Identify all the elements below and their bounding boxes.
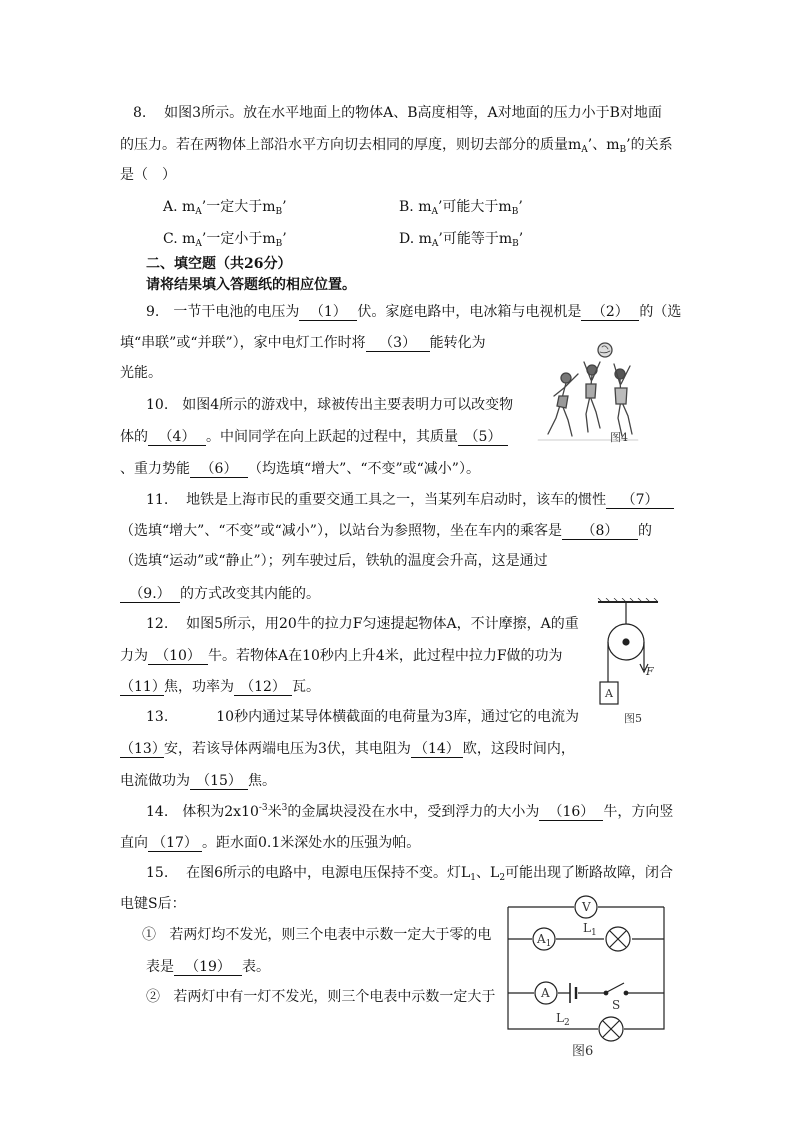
q10-line3 [120,461,480,478]
case-1-text-3: 表。 [242,959,270,975]
q12-text-1: 如图5所示，用20牛的拉力F匀速提起物体A，不计摩擦，A的重 [186,616,579,632]
q12-line3 [120,679,320,696]
q8-text-2-mid: ’、m [587,137,620,153]
option-a-sub2: B [275,207,283,217]
pulley-force-label: F [646,665,654,678]
q8-number: 8. [133,105,147,121]
lamp-l2-letter: L [556,1011,564,1025]
q10-text-3: 。中间同学在向上跃起的过程中，其质量 [206,429,458,445]
option-d-sub2: B [512,239,519,249]
case-1-text: 若两灯均不发光，则三个电表中示数一定大于零的电 [169,927,492,943]
section-instruction: 请将结果填入答题纸的相应位置。 [146,277,356,293]
figure-5-caption: 图5 [624,712,642,725]
option-d-end: ’ [518,231,524,247]
q14-line1 [146,804,673,821]
q8-sub-b: B [619,145,627,155]
q8-option-b[interactable] [399,200,523,217]
q8-line1 [133,106,662,120]
option-c-m: m [182,231,196,247]
q15-sub-1: 1 [470,873,477,883]
q15-sub-2: 2 [499,873,506,883]
q13-line3 [120,773,276,790]
q15-case2-line1 [146,990,495,1004]
figure-5-pulley [596,598,660,726]
q8-text-3: 是（ ） [120,167,176,183]
option-a-sub1: A [195,207,202,217]
q10-text-2: 体的 [120,429,148,445]
figure-4-game-illustration [528,340,644,446]
ammeter-a-label: A [541,986,550,1000]
q12-line1 [146,617,579,631]
blank-6[interactable]: （6） [190,461,248,478]
q8-line2 [120,138,673,155]
q13-text-1: 10秒内通过某导体横截面的电荷量为3库，通过它的电流为 [216,709,579,725]
q14-text-1c: 的金属块浸没在水中，受到浮力的大小为 [287,804,540,820]
option-d-sub1: A [431,239,439,249]
q8-option-a[interactable] [163,200,287,217]
blank-13[interactable]: （13） [120,741,166,757]
q13-text-5: 焦。 [248,773,276,789]
q8-option-d[interactable] [399,232,523,249]
option-c-sub1: A [195,239,202,249]
q15-case1-line2 [146,959,270,976]
option-d-m: m [418,231,432,247]
q11-text-3: 的 [637,523,652,539]
blank-1[interactable]: （1） [299,304,357,321]
option-c-rel: ’一定小于m [201,231,276,247]
q15-number: 15. [146,865,169,881]
q12-number: 12. [146,616,169,632]
q11-line3: （选填“运动”或“静止”）；列车驶过后，铁轨的温度会升高，这是通过 [120,553,548,569]
option-b-m: m [418,199,432,215]
option-b-sub1: A [431,207,438,217]
q13-text-4: 电流做功为 [120,773,190,789]
voltmeter-label: V [582,900,591,914]
q14-text-4: 。距水面0.1米深处水的压强为帕。 [202,835,421,851]
q8-text-2-end: ’的关系 [626,137,673,153]
blank-15[interactable]: （15） [190,773,248,790]
q8-sub-a: A [581,145,588,155]
blank-4[interactable]: （4） [148,429,206,446]
blank-16[interactable]: （16） [539,804,603,821]
q9-line2 [120,335,486,352]
q12-text-4: 焦，功率为 [164,679,234,695]
blank-8[interactable]: （8） [562,523,638,540]
figure-6-caption: 图6 [572,1044,594,1059]
q8-option-c[interactable] [163,232,287,249]
q15-text-1b: 、L [476,865,500,881]
option-a-m: m [182,199,196,215]
option-c-end: ’ [282,231,287,247]
q14-exponent: -3 [258,803,268,813]
figure-6-circuit [506,893,668,1065]
blank-2[interactable]: （2） [581,304,639,321]
q10-text-5: （均选填“增大”、“不变”或“减小”）。 [248,461,480,477]
q13-text-3: 欧，这段时间内， [462,741,575,757]
blank-14[interactable]: （14） [411,741,463,758]
q14-unit: 米 [267,804,282,820]
q9-text-4: 填“串联”或“并联”），家中电灯工作时将 [120,335,366,351]
case-2-text: 若两灯中有一灯不发光，则三个电表中示数一定大于 [173,989,496,1005]
q8-text-1: 如图3所示。放在水平地面上的物体A、B高度相等，A对地面的压力小于B对地面 [164,105,662,121]
q12-text-5: 瓦。 [292,679,320,695]
q15-line1 [146,866,673,883]
q14-line2 [120,835,420,852]
q11-line4 [120,586,320,603]
option-a-rel: ’一定大于m [201,199,276,215]
case-1-marker: ① [142,927,156,943]
option-c-label: C. [163,231,183,247]
q9-text-1: 9. 一节干电池的电压为 [146,304,300,320]
section-title: 二、填空题（共26分） [146,256,292,272]
q12-text-2: 力为 [120,648,148,664]
q11-line1 [146,492,674,509]
lamp-l1-label [583,922,597,938]
blank-7[interactable]: （7） [606,492,674,509]
option-a-label: A. [163,199,183,215]
blank-3[interactable]: （3） [366,335,430,352]
q8-line3 [120,168,176,182]
q13-number: 13. [146,709,169,725]
q15-text-1: 在图6所示的电路中，电源电压保持不变。灯L [186,865,471,881]
option-b-end: ’ [518,199,523,215]
q11-text-5: 的方式改变其内能的。 [180,586,320,602]
q15-text-1c: 可能出现了断路故障，闭合 [505,865,674,881]
q14-text-3: 直向 [120,835,148,851]
figure-4-caption: 图4 [610,431,628,444]
q10-line2 [120,429,508,446]
q11-number: 11. [146,492,169,508]
q13-line1 [146,710,579,724]
option-a-end: ’ [282,199,287,215]
q9-line3: 光能。 [120,365,162,381]
lamp-l2-sub: 2 [563,1018,570,1028]
option-c-sub2: B [275,239,283,249]
q14-text-1: 14. 体积为2x10 [146,804,259,820]
blank-5[interactable]: （5） [458,429,508,446]
lamp-l1-letter: L [583,921,591,935]
q11-text-1: 地铁是上海市民的重要交通工具之一，当某列车启动时，该车的惯性 [186,492,607,508]
ammeter-a1-sub: 1 [545,939,552,949]
blank-11[interactable]: （11） [120,679,166,695]
option-d-rel: ’可能等于m [438,231,513,247]
option-d-label: D. [399,231,419,247]
q8-text-2: 的压力。若在两物体上部沿水平方向切去相同的厚度，则切去部分的质量m [120,137,582,153]
switch-label: S [612,998,621,1012]
case-1-text-2: 表是 [146,959,174,975]
option-b-rel: ’可能大于m [437,199,512,215]
blank-9[interactable]: （9.） [120,586,180,603]
ammeter-a1-label [537,933,551,949]
q15-case1-line1 [142,928,491,942]
lamp-l2-label [556,1012,570,1028]
q9-text-2: 伏。家庭电路中，电冰箱与电视机是 [357,304,582,320]
q9-text-5: 能转化为 [429,335,486,351]
q11-text-2: （选填“增大”、“不变”或“减小”），以站台为参照物，坐在车内的乘客是 [120,523,562,539]
q13-text-2: 安，若该导体两端电压为3伏，其电阻为 [164,741,411,757]
q9-text-3: 的（选 [639,304,682,320]
blank-17[interactable]: （17） [148,835,202,852]
blank-19[interactable]: （19） [174,959,242,976]
q12-text-3: 牛。若物体A在10秒内上升4米，此过程中拉力F做的功为 [208,648,563,664]
q9-line1 [146,304,681,321]
q14-exponent-2: 3 [281,803,288,813]
pulley-block-label: A [605,687,613,700]
ammeter-a1-letter: A [537,932,546,946]
q14-text-2: 牛，方向竖 [603,804,674,820]
q15-line2: 电键S后： [120,896,186,912]
blank-12[interactable]: （12） [234,679,292,696]
q13-line2 [120,741,575,758]
option-b-label: B. [399,199,419,215]
q10-text-4: 、重力势能 [120,461,190,477]
blank-10[interactable]: （10） [148,648,208,665]
q10-line1: 10. 如图4所示的游戏中，球被传出主要表明力可以改变物 [146,397,514,413]
option-b-sub2: B [511,207,519,217]
lamp-l1-sub: 1 [590,928,597,938]
case-2-marker: ② [146,989,160,1005]
q11-line2 [120,523,652,540]
q12-line2 [120,648,563,665]
